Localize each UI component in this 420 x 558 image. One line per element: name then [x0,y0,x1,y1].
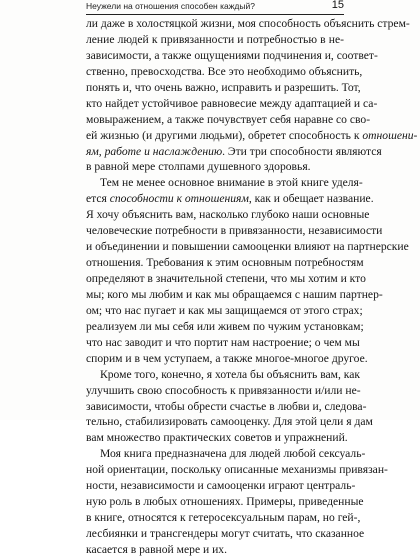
text-line [86,287,383,303]
text-line [86,478,356,494]
text-line [86,367,361,383]
text-line [86,223,383,239]
text-run: Тем не менее основное внимание в этой книге уделя- [100,176,363,190]
text-run: кто найдет устойчивое равновесие между адаптацией и са- [86,96,378,110]
text-line [86,383,361,399]
text-line [86,80,361,96]
text-line [86,335,360,351]
text-line [86,351,368,367]
text-run: улучшить свою способность к привязанности и/или не- [86,383,361,397]
text-run: лесбиянки и трансгендеры могут считать, что сказанное [86,527,365,540]
text-run: ной ориентации, поскольку описанные механизмы привязан- [86,463,388,477]
text-run: ей жизнью (и другими людьми), обретет способность к [86,128,363,142]
emphasis-text: способности к отношениям [109,192,249,206]
text-line [86,32,344,48]
text-run: отношения. Требования к этим основным потребностям [86,256,364,270]
text-line [86,159,344,175]
text-run: спорим и в чем уступаем, а также многое-многое другое. [86,351,368,365]
text-line [86,271,366,287]
text-line [86,414,373,430]
text-line [86,239,409,255]
text-run: зависимости, чтобы обрести счастье в любви и, следова- [86,399,367,413]
text-run: ление людей к привязанности и потребностью в не- [86,32,344,46]
text-line [86,462,388,478]
text-run: человеческие потребности в привязанности, независимости [86,224,383,238]
text-run: понять и, что очень важно, исправить и разрешить. Тот, [86,80,361,94]
text-run: Моя книга предназначена для людей любой сексуаль- [100,447,366,461]
text-run: ется [86,192,110,206]
text-line [86,64,363,80]
text-line [86,112,371,128]
text-run: зависимости, а также ощущениями подчинения и, соответ- [86,48,378,62]
text-line [86,16,410,32]
page-header [86,0,344,15]
text-run: в книге, относятся к гетеросексуальным парам, но гей-, [86,511,361,525]
text-run: мы; кого мы любим и как мы обращаемся с нашим партнер- [86,287,383,301]
text-run: ственно, превосходства. Все это необходимо объяснить, [86,64,363,78]
text-line [86,96,378,112]
text-line [86,510,361,526]
text-line [86,494,364,510]
text-run: ом; что нас пугает и как мы защищаемся от этого страх; [86,303,363,317]
body-text [86,16,418,558]
text-line [86,526,365,542]
text-run: что нас заводит и что портит нам настроение; о чем мы [86,335,360,349]
text-run: ности, независимости и самооценки играют централь- [86,479,356,493]
page-number: 15 [331,0,344,11]
emphasis-text: отношени- [362,128,418,142]
text-run: тельно, стабилизировать самооценку. Для этой цели я дам [86,415,373,429]
text-line [86,430,348,446]
text-run: ли даже в холостяцкой жизни, моя способность объяснить стрем- [86,17,410,30]
paragraph [86,175,409,366]
text-line [86,207,370,223]
text-run: касается в равной мере и их. [86,542,227,556]
text-line [86,446,366,462]
text-line [86,128,418,144]
text-run: в равной мере столпами душевного здоровья. [86,160,311,174]
text-run: определяют в значительной степени, что мы хотим и кто [86,272,366,285]
text-line [86,255,364,271]
text-line [86,319,364,335]
emphasis-text: ям, работе и наслаждению [86,144,223,158]
text-line [86,175,363,191]
text-run: ную роль в любых отношениях. Примеры, приведенные [86,495,364,509]
paragraph [86,446,388,558]
paragraph [86,16,418,175]
text-run: Я хочу объяснить вам, насколько глубоко наши основные [86,208,370,222]
text-line [86,144,382,160]
text-run: . Эти три способности являются [222,144,382,158]
text-run: мовыражением, а также почувствует себя наравне со сво- [86,112,371,126]
running-head: Неужели на отношения способен каждый? [86,1,255,11]
text-run: , как и обещает название. [248,192,374,206]
paragraph [86,367,373,447]
text-line [86,191,374,207]
text-line [86,48,378,64]
text-line [86,303,363,319]
text-run: реализуем ли мы себя или живем по чужим установкам; [86,319,364,333]
text-line [86,542,344,558]
text-run: вам множество практических советов и упражнений. [86,431,348,445]
text-run: Кроме того, конечно, я хотела бы объяснить вам, как [100,367,361,381]
text-run: и объединении и повышении самооценки влияют на партнерские [86,240,409,254]
text-line [86,399,367,415]
